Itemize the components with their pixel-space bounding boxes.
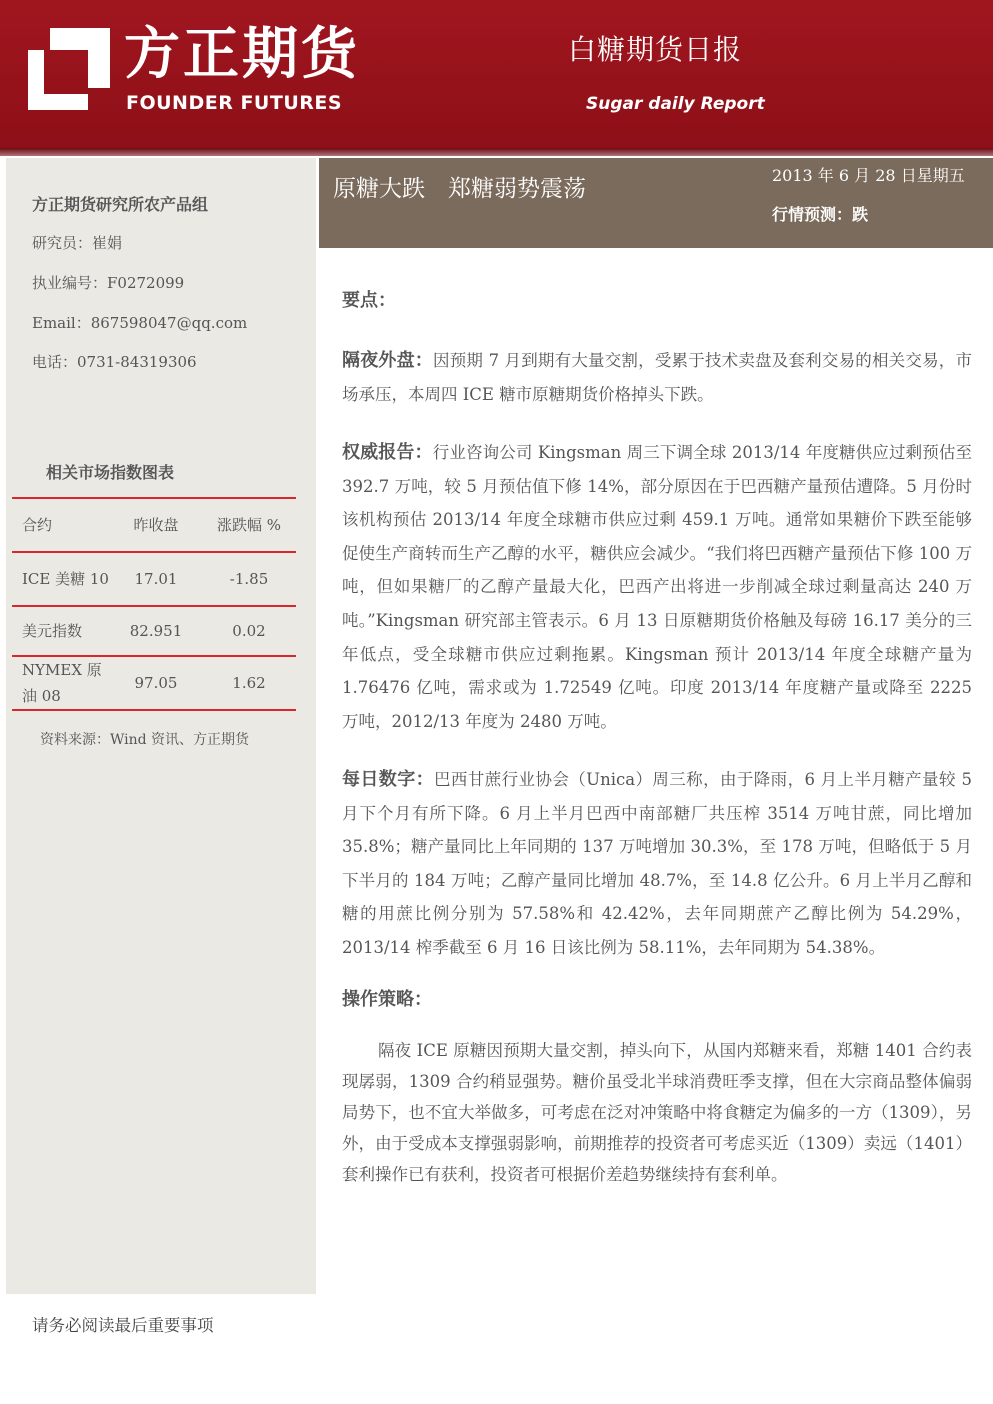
header-divider <box>0 148 993 156</box>
report-date: 2013 年 6 月 28 日星期五 <box>772 166 965 185</box>
strategy-heading: 操作策略： <box>342 989 432 1010</box>
logo-english: FOUNDER FUTURES <box>126 92 343 114</box>
table-row <box>12 552 296 606</box>
report-lead: 权威报告： <box>342 442 433 463</box>
change-value: -1.85 <box>202 552 296 606</box>
daily-data-section <box>342 763 972 965</box>
disclaimer-note: 请务必阅读最后重要事项 <box>32 1316 214 1335</box>
market-index-table <box>12 497 296 711</box>
data-source: 资料来源：Wind 资讯、方正期货 <box>40 732 250 748</box>
research-group: 方正期货研究所农产品组 <box>32 195 209 214</box>
daily-data-lead: 每日数字： <box>342 769 435 790</box>
report-title: 白糖期货日报 <box>568 33 743 66</box>
founder-logo-icon <box>28 28 110 110</box>
contract-name: ICE 美糖 10 <box>12 552 110 606</box>
report-section <box>342 436 972 738</box>
market-forecast: 行情预测：跌 <box>772 205 869 224</box>
headline: 原糖大跌 郑糖弱势震荡 <box>333 176 586 202</box>
report-text: 行业咨询公司 Kingsman 周三下调全球 2013/14 年度糖供应过剩预估至 392.7 万吨，较 5 月预估值下修 14%，部分原因在于巴西糖产量预估遭降。5 月份时该机构预估 2013/14 年度全球糖市供应过剩 459.1 万吨。通常如果糖价下跌至能够促使生产商转而生产乙醇的水平，糖供应会减少。“我们将巴西糖产量预估下修 100 万吨，但如果糖厂的乙醇产量最大化，巴西产出将进一步削减全球过剩量高达 240 万吨。”Kingsman 研究部主管表示。6 月 13 日原糖期货价格触及每磅 16.17 美分的三年低点，受全球糖市供应过剩拖累。Kingsman 预计 2013/14 年度全球糖产量为 1.76476 亿吨，需求或为 1.72549 亿吨。印度 2013/14 年度糖产量或降至 2225 万吨，2012/13 年度为 2480 万吨。 <box>342 443 972 731</box>
daily-data-text: 巴西甘蔗行业协会（Unica）周三称，由于降雨，6 月上半月糖产量较 5 月下个月有所下降。6 月上半月巴西中南部糖厂共压榨 3514 万吨甘蔗，同比增加 35.8%；糖产量同比上年同期的 137 万吨增加 30.3%，至 178 万吨，但略低于 5 月下半月的 184 万吨；乙醇产量同比增加 48.7%，至 14.8 亿公升。6 月上半月乙醇和糖的用蔗比例分别为 57.58%和 42.42%，去年同期蔗产乙醇比例为 54.29%，2013/14 榨季截至 6 月 16 日该比例为 58.11%，去年同期为 54.38%。 <box>342 770 973 957</box>
license-number: 执业编号：F0272099 <box>32 274 185 292</box>
key-points-heading: 要点： <box>342 290 396 311</box>
close-value: 82.951 <box>110 606 202 656</box>
analyst-email: Email：867598047@qq.com <box>32 314 248 332</box>
contract-name: NYMEX 原油 08 <box>12 656 110 710</box>
change-value: 1.62 <box>202 656 296 710</box>
overnight-section <box>342 344 972 411</box>
table-row <box>12 606 296 656</box>
analyst-name: 研究员：崔娟 <box>32 234 123 252</box>
logo-chinese: 方正期货 <box>124 22 360 87</box>
table-header-row <box>12 498 296 552</box>
strategy-text: 隔夜 ICE 原糖因预期大量交割，掉头向下，从国内郑糖来看，郑糖 1401 合约表现孱弱，1309 合约稍显强势。糖价虽受北半球消费旺季支撑，但在大宗商品整体偏弱局势下，也不宜大举做多，可考虑在泛对冲策略中将食糖定为偏多的一方（1309），另外，由于受成本支撑强弱影响，前期推荐的投资者可考虑买近（1309）卖远（1401）套利操作已有获利，投资者可根据价差趋势继续持有套利单。 <box>342 1041 972 1184</box>
column-header-close: 昨收盘 <box>110 498 202 552</box>
close-value: 17.01 <box>110 552 202 606</box>
market-table-title: 相关市场指数图表 <box>46 463 175 482</box>
overnight-lead: 隔夜外盘： <box>342 350 434 371</box>
report-header <box>0 0 993 156</box>
contract-name: 美元指数 <box>12 606 110 656</box>
column-header-contract: 合约 <box>12 498 110 552</box>
close-value: 97.05 <box>110 656 202 710</box>
overnight-text: 因预期 7 月到期有大量交割，受累于技术卖盘及套利交易的相关交易，市场承压，本周四 ICE 糖市原糖期货价格掉头下跌。 <box>342 351 972 404</box>
analyst-phone: 电话：0731-84319306 <box>32 353 197 371</box>
report-subtitle: Sugar daily Report <box>586 94 765 114</box>
change-value: 0.02 <box>202 606 296 656</box>
column-header-change: 涨跌幅 % <box>202 498 296 552</box>
table-row <box>12 656 296 710</box>
